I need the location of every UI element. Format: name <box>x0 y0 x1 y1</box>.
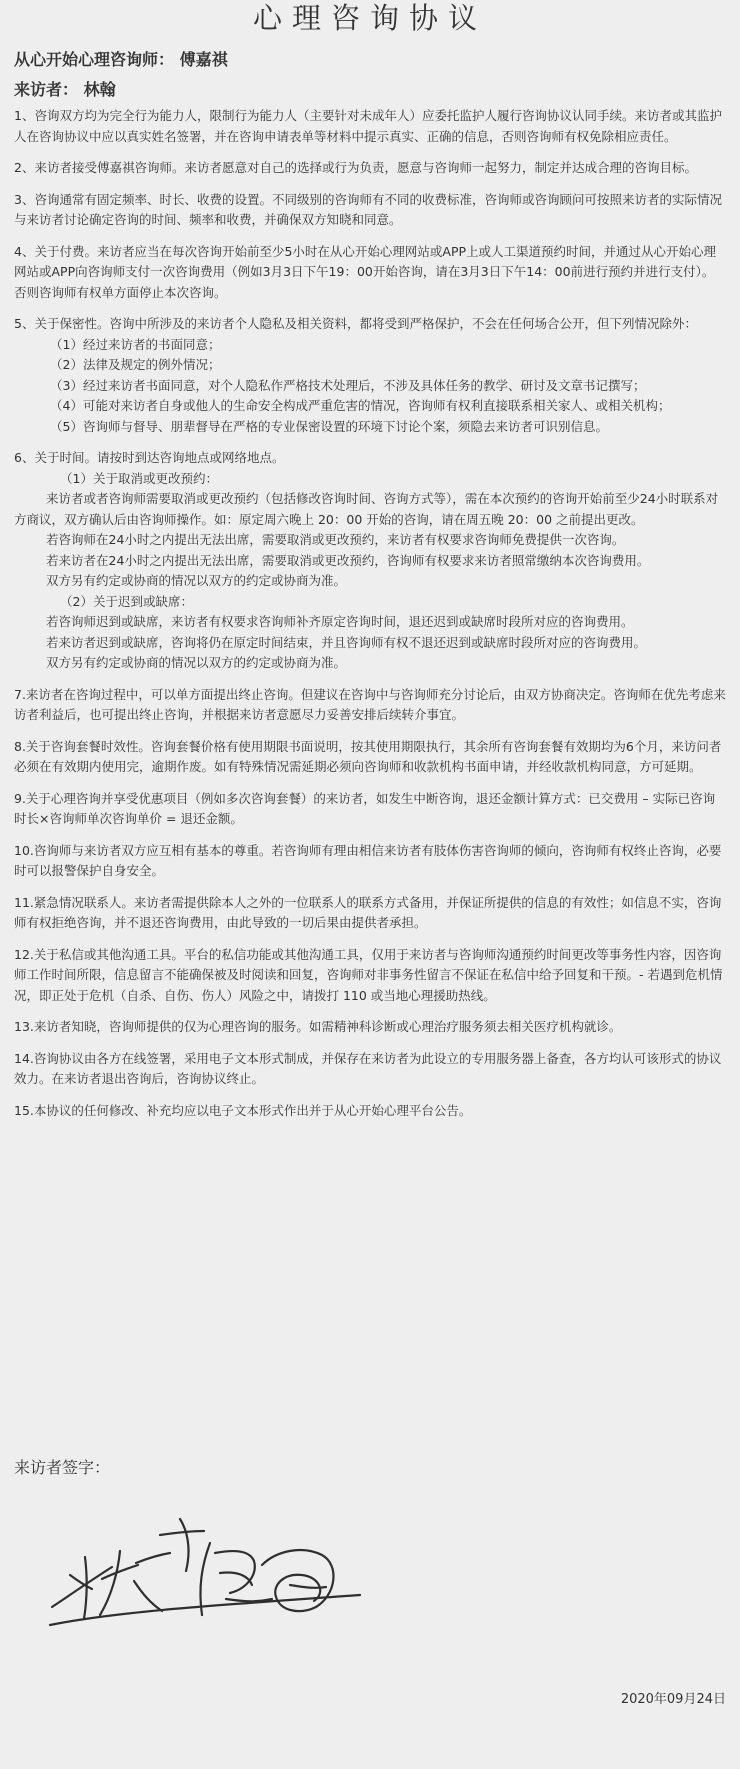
clause-6-intro: 6、关于时间。请按时到达咨询地点或网络地点。 <box>14 450 285 465</box>
handwritten-signature <box>40 1515 400 1635</box>
signature-label: 来访者签字： <box>14 1458 111 1477</box>
clause-13: 13.来访者知晓，咨询师提供的仅为心理咨询的服务。如需精神科诊断或心理治疗服务须去相关医疗机构就诊。 <box>14 1019 622 1034</box>
clause-5-item-2: （2）法律及规定的例外情况； <box>50 357 221 372</box>
counselor-line: 从心开始心理咨询师： 傅嘉祺 <box>14 50 228 69</box>
clause-6-2-heading: （2）关于迟到或缺席： <box>60 593 193 609</box>
clause-6-1-b: 若咨询师在24小时之内提出无法出席，需要取消或更改预约，来访者有权要求咨询师免费提供一次咨询。 <box>46 532 625 547</box>
clause-11: 11.紧急情况联系人。来访者需提供除本人之外的一位联系人的联系方式备用，并保证所提供的信息的有效性；如信息不实，咨询师有权拒绝咨询，并不退还咨询费用，由此导致的一切后果由提供者承担。 <box>14 894 722 930</box>
clause-6-1-a: 来访者或者咨询师需要取消或更改预约（包括修改咨询时间、咨询方式等），需在本次预约的咨询开始前至少24小时联系对方商议，双方确认后由咨询师操作。如：原定周六晚上 20：00 开始的咨询，请在周五晚 20：00 之前提出更改。 <box>14 491 719 527</box>
clause-6-2-a: 若咨询师迟到或缺席，来访者有权要求咨询师补齐原定咨询时间，退还迟到或缺席时段所对应的咨询费用。 <box>46 614 634 629</box>
clause-14: 14.咨询协议由各方在线签署，采用电子文本形式制成，并保存在来访者为此设立的专用服务器上备查，各方均认可该形式的协议效力。在来访者退出咨询后，咨询协议终止。 <box>14 1050 722 1086</box>
clause-9: 9.关于心理咨询并享受优惠项目（例如多次咨询套餐）的来访者，如发生中断咨询，退还金额计算方式：已交费用 – 实际已咨询时长×咨询师单次咨询单价 = 退还金额。 <box>14 790 716 826</box>
clause-6-1-heading: （1）关于取消或更改预约： <box>60 470 218 486</box>
clause-6-1-c: 若来访者在24小时之内提出无法出席，需要取消或更改预约，咨询师有权要求来访者照常缴纳本次咨询费用。 <box>46 552 650 568</box>
clause-5-item-5: （5）咨询师与督导、朋辈督导在严格的专业保密设置的环境下讨论个案，须隐去来访者可识别信息。 <box>50 418 608 434</box>
signing-date: 2020年09月24日 <box>620 1692 726 1707</box>
clause-5-item-3: （3）经过来访者书面同意，对个人隐私作严格技术处理后，不涉及具体任务的教学、研讨及文章书记撰写； <box>50 377 646 393</box>
document-title: 心理咨询协议 <box>252 1 487 35</box>
clause-5-intro: 5、关于保密性。咨询中所涉及的来访者个人隐私及相关资料，都将受到严格保护，不会在任何场合公开，但下列情况除外： <box>14 316 697 331</box>
clause-6-2-c: 双方另有约定或协商的情况以双方的约定或协商为准。 <box>46 655 347 670</box>
clause-5-item-4: （4）可能对来访者自身或他人的生命安全构成严重危害的情况，咨询师有权利直接联系相关家人、或相关机构； <box>50 398 671 413</box>
client-line: 来访者： 林翰 <box>14 80 116 99</box>
clause-4: 4、关于付费。来访者应当在每次咨询开始前至少5小时在从心开始心理网站或APP上或人工渠道预约时间，并通过从心开始心理网站或APP向咨询师支付一次咨询费用（例如3月3日下午19：00开始咨询，请在3月3日下午14：00前进行预约并进行支付）。否则咨询师有权单方面停止本次咨询。 <box>14 243 717 300</box>
clause-2: 2、来访者接受傅嘉祺咨询师。来访者愿意对自己的选择或行为负责，愿意与咨询师一起努力，制定并达成合理的咨询目标。 <box>14 160 697 175</box>
clause-15: 15.本协议的任何修改、补充均应以电子文本形式作出并于从心开始心理平台公告。 <box>14 1102 472 1118</box>
agreement-body <box>14 106 726 1121</box>
clause-6-2-b: 若来访者迟到或缺席，咨询将仍在原定时间结束，并且咨询师有权不退还迟到或缺席时段所对应的咨询费用。 <box>46 634 647 650</box>
clause-6-1-d: 双方另有约定或协商的情况以双方的约定或协商为准。 <box>46 573 347 588</box>
clause-8: 8.关于咨询套餐时效性。咨询套餐价格有使用期限书面说明，按其使用期限执行，其余所有咨询套餐有效期均为6个月，来访问者必须在有效期内使用完，逾期作废。如有特殊情况需延期必须向咨询师和收款机构书面申请，并经收款机构同意，方可延期。 <box>14 738 722 774</box>
clause-12: 12.关于私信或其他沟通工具。平台的私信功能或其他沟通工具，仅用于来访者与咨询师沟通预约时间更改等事务性内容，因咨询师工作时间所限，信息留言不能确保被及时阅读和回复，咨询师对非事务性留言不保证在私信中给予回复和干预。- 若遇到危机情况，即正处于危机（自杀、自伤、伤人）风险之中，请拨打 110 或当地心理援助热线。 <box>14 946 723 1003</box>
clause-5-item-1: （1）经过来访者的书面同意； <box>50 336 221 352</box>
clause-7: 7.来访者在咨询过程中，可以单方面提出终止咨询。但建议在咨询中与咨询师充分讨论后，由双方协商决定。咨询师在优先考虑来访者利益后，也可提出终止咨询，并根据来访者意愿尽力妥善安排后续转介事宜。 <box>14 686 726 722</box>
clause-5 <box>14 314 726 437</box>
clause-6 <box>14 448 726 674</box>
clause-3: 3、咨询通常有固定频率、时长、收费的设置。不同级别的咨询师有不同的收费标准，咨询师或咨询顾问可按照来访者的实际情况与来访者讨论确定咨询的时间、频率和收费，并确保双方知晓和同意。 <box>14 191 722 227</box>
clause-10: 10.咨询师与来访者双方应互相有基本的尊重。若咨询师有理由相信来访者有肢体伤害咨询师的倾向，咨询师有权终止咨询，必要时可以报警保护自身安全。 <box>14 842 722 878</box>
clause-1: 1、咨询双方均为完全行为能力人，限制行为能力人（主要针对未成年人）应委托监护人履行咨询协议认同手续。来访者或其监护人在咨询协议中应以真实姓名签署，并在咨询申请表单等材料中提示真实、正确的信息，否则咨询师有权免除相应责任。 <box>14 108 722 144</box>
